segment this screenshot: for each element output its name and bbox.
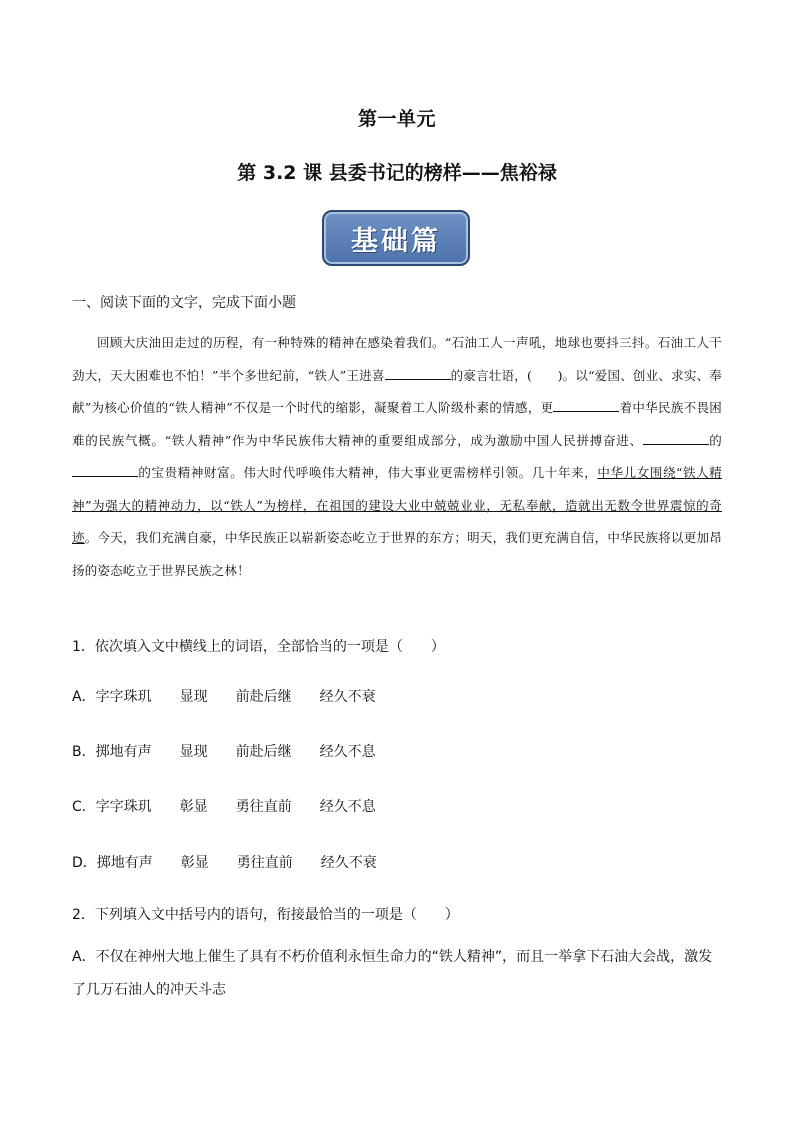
reading-passage (72, 327, 722, 587)
question-1-option-b: B．掷地有声 显现 前赴后继 经久不息 (72, 744, 376, 760)
question-1-option-d: D．掷地有声 彰显 勇往直前 经久不衰 (72, 855, 377, 871)
question-2-option-a: A．不仅在神州大地上催生了具有不朽价值利永恒生命力的“铁人精神”，而且一举拿下石油大会战，激发了几万石油人的冲天斗志 (72, 949, 713, 998)
fill-blank-2 (553, 399, 619, 413)
section-heading: 一、阅读下面的文字，完成下面小题 (72, 295, 296, 311)
question-1-option-a: A．字字珠玑 显现 前赴后继 经久不衰 (72, 689, 376, 705)
badge-label: 基础篇 (351, 225, 441, 257)
passage-text-4: 的 (708, 432, 722, 448)
passage-text-3: 着中华民族不畏困难的民族气概。“铁人精神”作为中华民族伟大精神的重要组成部分，成为激励中国人民拼搏奋进、 (72, 400, 722, 448)
fill-blank-3 (643, 431, 709, 445)
fill-blank-4 (72, 464, 138, 478)
question-2-stem: 2．下列填入文中括号内的语句，衔接最恰当的一项是（ ） (72, 907, 459, 923)
question-1-option-c: C．字字珠玑 彰显 勇往直前 经久不息 (72, 799, 376, 815)
fill-blank-1 (385, 366, 451, 380)
question-1-stem: 1．依次填入文中横线上的词语，全部恰当的一项是（ ） (72, 639, 445, 655)
unit-title: 第一单元 (357, 108, 436, 130)
passage-text-7: 。今天，我们充满自豪，中华民族正以崭新姿态屹立于世界的东方；明天，我们更充满自信，中华民族将以更加昂扬的姿态屹立于世界民族之林！ (72, 530, 722, 578)
passage-text-1: 回顾大庆油田走过的历程，有一种特殊的精神在感染着我们。“石油工人一声吼，地球也要抖三抖。石油工人干劲大，天大困难也不怕！”半个多世纪前，“铁人”王进喜 (72, 335, 722, 383)
lesson-title: 第 3.2 课 县委书记的榜样——焦裕禄 (237, 162, 557, 184)
passage-text-5: 的宝贵精神财富。伟大时代呼唤伟大精神，伟大事业更需榜样引领。几十年来， (138, 465, 598, 480)
underlined-sentence: 中华儿女围绕“铁人精神”为强大的精神动力，以“铁人”为榜样，在祖国的建设大业中兢兢业业，无私奉献，造就出无数令世界震惊的奇迹 (72, 465, 722, 545)
basics-badge (322, 210, 470, 266)
passage-text-2: 的豪言壮语，( )。以“爱国、创业、求实、奉献”为核心价值的“铁人精神”不仅是一个时代的缩影，凝聚着工人阶级朴素的情感，更 (72, 367, 722, 415)
